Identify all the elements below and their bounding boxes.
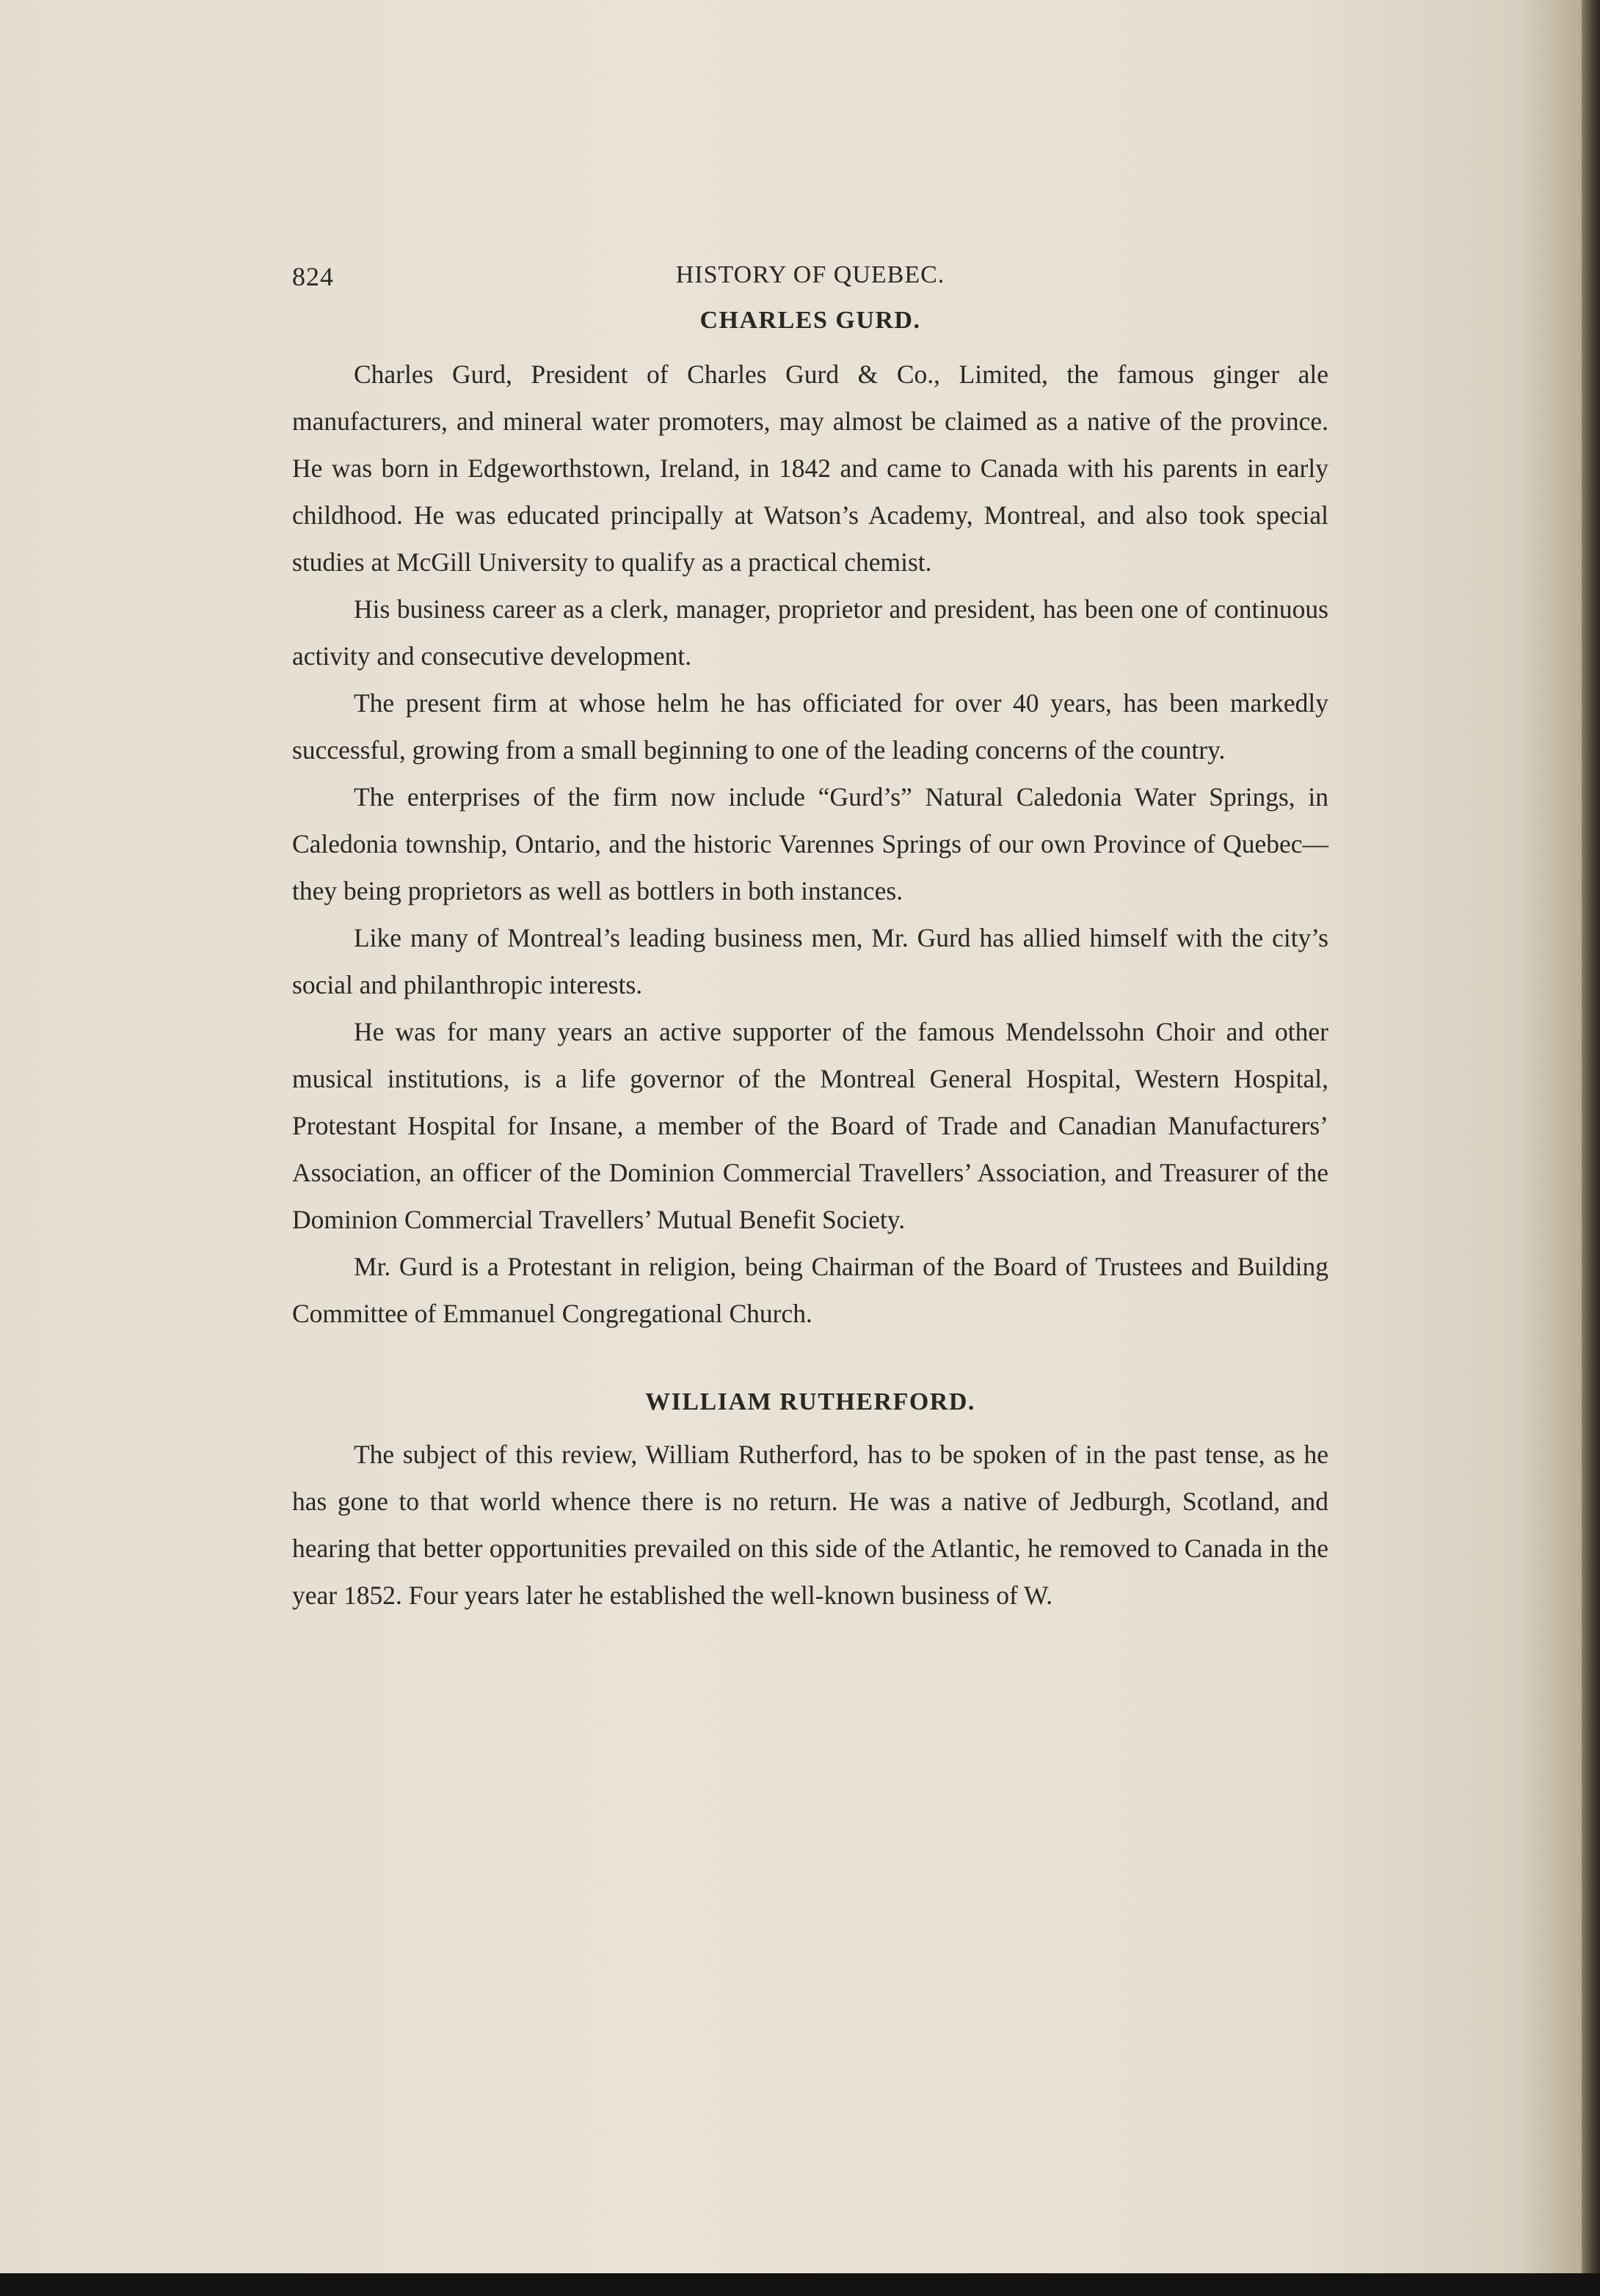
paragraph: The subject of this review, William Rutherford, has to be spoken of in the past tense, as he has gone to that world whence there is no return. He was a native of Jedburgh, Scotland, and hearing that better opportunities prevailed on this side of the Atlantic, he removed to Canada in the year 1852. Four years later he established the well-known business of W.: [292, 1440, 1328, 1610]
section-title-william-rutherford: WILLIAM RUTHERFORD.: [645, 1388, 975, 1415]
running-header: [292, 249, 1328, 294]
section-title-charles-gurd: CHARLES GURD.: [699, 307, 921, 334]
page-number: 824: [292, 262, 334, 291]
paragraph: The present firm at whose helm he has officiated for over 40 years, has been markedly successful, growing from a small beginning to one of the leading concerns of the country.: [292, 688, 1328, 765]
scan-bottom-shadow: [0, 2273, 1600, 2296]
running-title: HISTORY OF QUEBEC.: [675, 261, 945, 288]
page-text: [292, 249, 1328, 1619]
paragraph: His business career as a clerk, manager, proprietor and president, has been one of continuous activity and consecutive development.: [292, 594, 1328, 671]
page-edge: [1582, 0, 1600, 2273]
paragraph: Mr. Gurd is a Protestant in religion, being Chairman of the Board of Trustees and Building Committee of Emmanuel Congregational Church.: [292, 1252, 1328, 1328]
paragraph: The enterprises of the firm now include “Gurd’s” Natural Caledonia Water Springs, in Caledonia township, Ontario, and the historic Varennes Springs of our own Province of Quebec—they being proprietors as well as bottlers in both instances.: [292, 782, 1328, 905]
paragraph: He was for many years an active supporter of the famous Mendelssohn Choir and other musical institutions, is a life governor of the Montreal General Hospital, Western Hospital, Protestant Hospital for Insane, a member of the Board of Trade and Canadian Manufacturers’ Association, an officer of the Dominion Commercial Travellers’ Association, and Treasurer of the Dominion Commercial Travellers’ Mutual Benefit Society.: [292, 1017, 1328, 1234]
paragraph: Like many of Montreal’s leading business men, Mr. Gurd has allied himself with the city’s social and philanthropic interests.: [292, 923, 1328, 999]
paragraph: Charles Gurd, President of Charles Gurd & Co., Limited, the famous ginger ale manufacturers, and mineral water promoters, may almost be claimed as a native of the province. He was born in Edgeworthstown, Ireland, in 1842 and came to Canada with his parents in early childhood. He was educated principally at Watson’s Academy, Montreal, and also took special studies at McGill University to qualify as a practical chemist.: [292, 360, 1328, 577]
